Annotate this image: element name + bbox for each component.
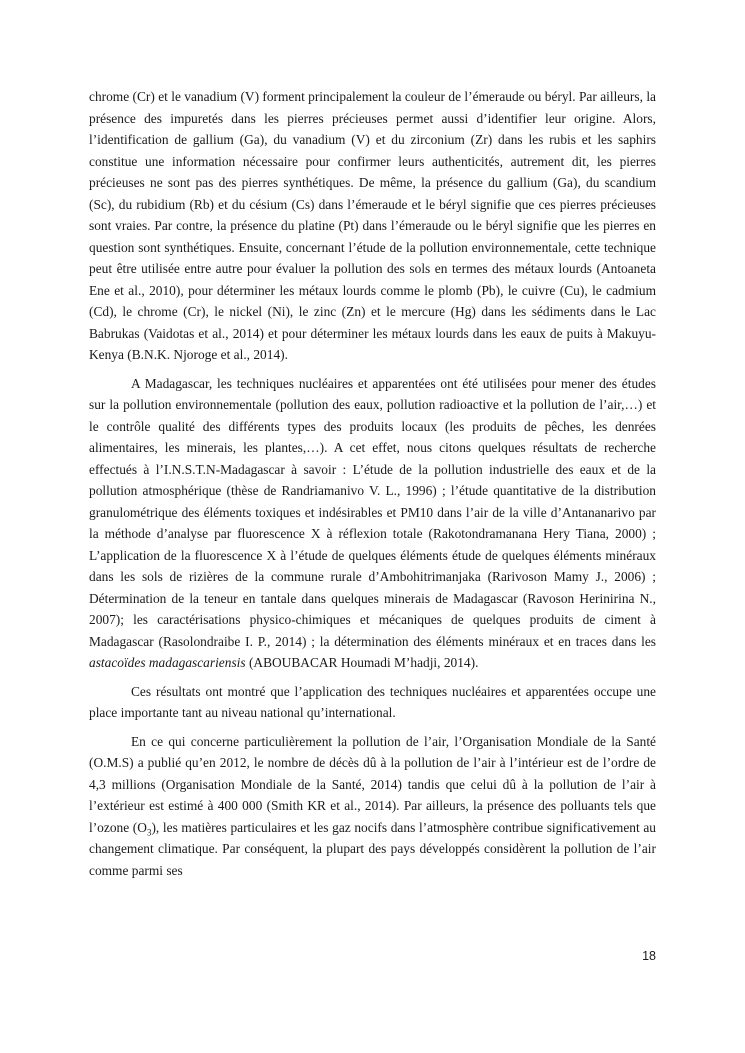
species-name-italic: astacoïdes madagascariensis (89, 655, 246, 670)
paragraph-4 (89, 731, 656, 882)
paragraph-2-text-a: A Madagascar, les techniques nucléaires et apparentées ont été utilisées pour mener des études sur la pollution environnementale (pollution des eaux, pollution radioactive et la pollution de l’air,…) et le contrôle qualité des différents types des produits locaux (les produits de pêches, les denrées alimentaires, les minerais, les plantes,…). A cet effet, nous citons quelques résultats de recherche effectués à l’I.N.S.T.N-Madagascar à savoir : L’étude de la pollution industrielle des eaux et de la pollution atmosphérique (thèse de Randriamanivo V. L., 1996) ; l’étude quantitative de la distribution granulométrique des éléments toxiques et indésirables et PM10 dans l’air de la ville d’Antananarivo par la méthode d’analyse par fluorescence X à réflexion totale (Rakotondramanana Hery Tiana, 2000) ; L’application de la fluorescence X à l’étude de quelques éléments étude de quelques éléments minéraux dans les sols de rizières de la commune rurale d’Ambohitrimanjaka (Rarivoson Mamy J., 2006) ; Détermination de la teneur en tantale dans quelques minerais de Madagascar (Ravoson Herinirina N., 2007); les caractérisations physico-chimiques et mécaniques de quelques produits de ciment à Madagascar (Rasolondraibe I. P., 2014) ; la détermination des éléments minéraux et en traces dans les (89, 375, 656, 649)
paragraph-3: Ces résultats ont montré que l’application des techniques nucléaires et apparentées occupe une place importante tant au niveau national qu’international. (89, 683, 656, 720)
paragraph-4-text-a: En ce qui concerne particulièrement la pollution de l’air, l’Organisation Mondiale de la Santé (O.M.S) a publié qu’en 2012, le nombre de décès dû à la pollution de l’air à l’intérieur est de l’ordre de 4,3 millions (Organisation Mondiale de la Santé, 2014) tandis que celui dû à la pollution de l’air à l’extérieur est estimé à 400 000 (Smith KR et al., 2014). Par ailleurs, la présence des polluants tels que l’ozone (O (89, 733, 656, 835)
paragraph-4-text-b: ), les matières particulaires et les gaz nocifs dans l’atmosphère contribue significativement au changement climatique. Par conséquent, la plupart des pays développés considèrent la pollution de l’air comme parmi ses (89, 819, 656, 878)
page-number: 18 (642, 949, 656, 963)
paragraph-2-text-b: (ABOUBACAR Houmadi M’hadji, 2014). (245, 655, 479, 670)
body-text (89, 86, 656, 888)
paragraph-2 (89, 373, 656, 674)
paragraph-1: chrome (Cr) et le vanadium (V) forment principalement la couleur de l’émeraude ou béryl. Par ailleurs, la présence des impuretés dans les pierres précieuses permet aussi d’identifier leur origine. Alors, l’identification de gallium (Ga), du vanadium (V) et du zirconium (Zr) dans les rubis et les saphirs constitue une information nécessaire pour confirmer leurs authenticités, autrement dit, les pierres précieuses ne sont pas des pierres synthétiques. De même, la présence du gallium (Ga), du scandium (Sc), du rubidium (Rb) et du césium (Cs) dans l’émeraude et le béryl signifie que ces pierres précieuses sont vraies. Par contre, la présence du platine (Pt) dans l’émeraude ou le béryl signifie que les pierres en question sont synthétiques. Ensuite, concernant l’étude de la pollution environnementale, cette technique peut être utilisée entre autre pour évaluer la pollution des sols en termes des métaux lourds (Antoaneta Ene et al., 2010), pour déterminer les métaux lourds comme le plomb (Pb), le cuivre (Cu), le cadmium (Cd), le chrome (Cr), le nickel (Ni), le zinc (Zn) et le mercure (Hg) dans les sédiments dans le Lac Babrukas (Vaidotas et al., 2014) et pour déterminer les métaux lourds dans les eaux de puits à Makuyu-Kenya (B.N.K. Njoroge et al., 2014). (89, 89, 656, 362)
ozone-subscript: 3 (146, 827, 152, 838)
